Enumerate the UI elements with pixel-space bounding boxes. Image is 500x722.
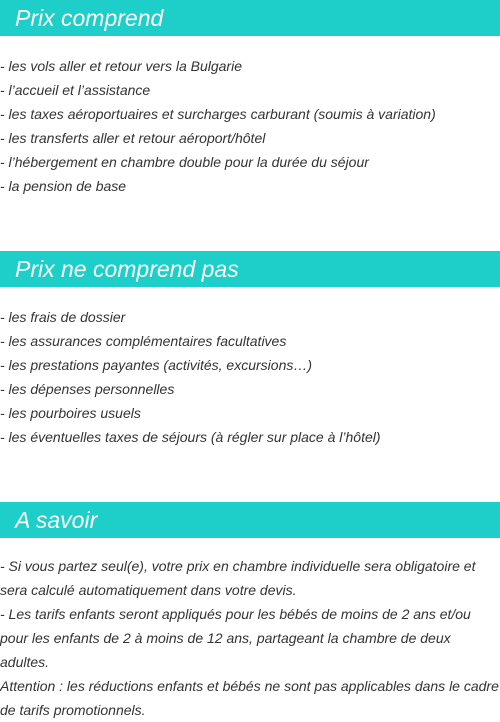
list-item: - les transferts aller et retour aéroport/hôtel	[0, 130, 266, 146]
list-item: - les éventuelles taxes de séjours (à régler sur place à l’hôtel)	[0, 429, 381, 445]
list-item: - les taxes aéroportuaires et surcharges carburant (soumis à variation)	[0, 106, 436, 122]
section-title: Prix ne comprend pas	[15, 255, 239, 282]
list-item: - l’hébergement en chambre double pour la durée du séjour	[0, 154, 369, 170]
included-list	[0, 36, 500, 198]
excluded-list	[0, 287, 500, 449]
section-prix-ne-comprend-pas	[0, 251, 500, 449]
section-header	[0, 502, 500, 538]
section-header	[0, 251, 500, 287]
info-paragraph: - Si vous partez seul(e), votre prix en chambre individuelle sera obligatoire et sera calculé automatiquement dans votre devis.	[0, 558, 476, 598]
info-paragraph: Attention : les réductions enfants et bébés ne sont pas applicables dans le cadre de tarifs promotionnels.	[0, 678, 499, 718]
section-title: Prix comprend	[15, 4, 164, 31]
section-a-savoir	[0, 502, 500, 722]
list-item: - les vols aller et retour vers la Bulgarie	[0, 58, 242, 74]
info-paragraph: - Les tarifs enfants seront appliqués pour les bébés de moins de 2 ans et/ou pour les enfants de 2 à moins de 12 ans, partageant la chambre de deux adultes.	[0, 606, 471, 670]
section-header	[0, 0, 500, 36]
list-item: - les assurances complémentaires facultatives	[0, 333, 287, 349]
list-item: - les frais de dossier	[0, 309, 126, 325]
list-item: - la pension de base	[0, 178, 127, 194]
section-prix-comprend	[0, 0, 500, 198]
list-item: - les prestations payantes (activités, excursions…)	[0, 357, 313, 373]
info-text	[0, 538, 500, 722]
list-item: - les dépenses personnelles	[0, 381, 175, 397]
list-item: - l’accueil et l’assistance	[0, 82, 151, 98]
section-title: A savoir	[15, 506, 98, 533]
list-item: - les pourboires usuels	[0, 405, 141, 421]
